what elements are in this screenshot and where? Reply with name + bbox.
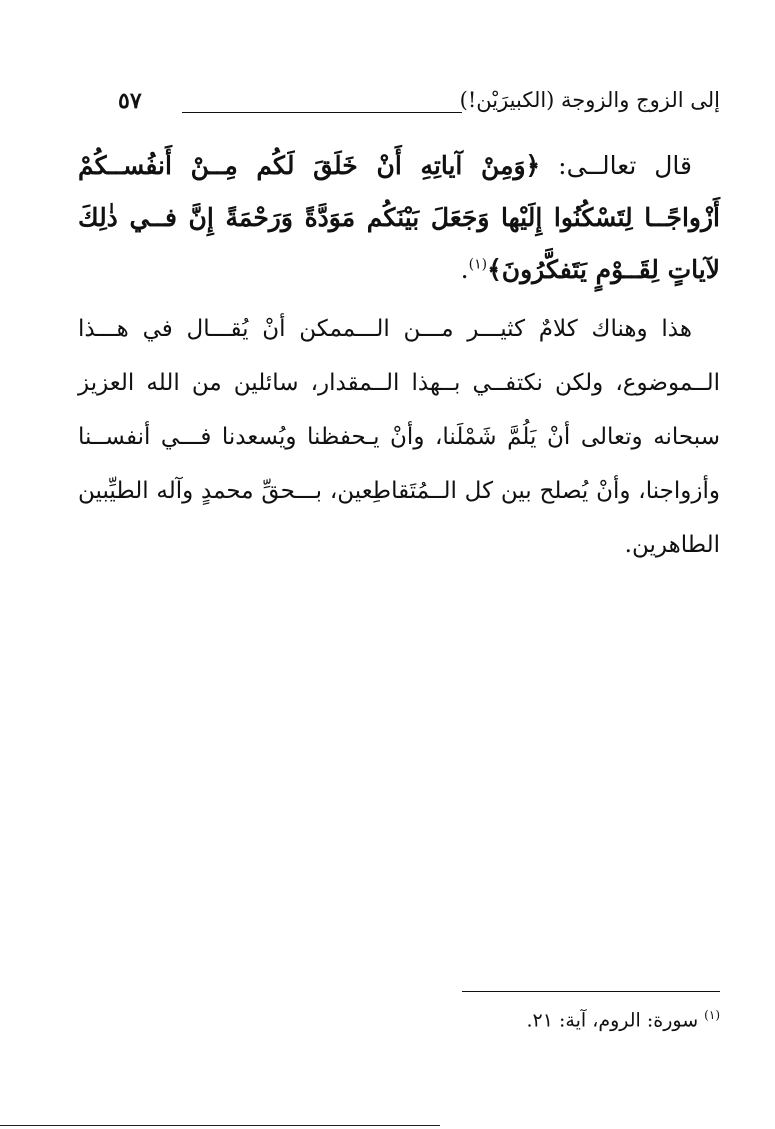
scan-edge-rule <box>0 1125 440 1126</box>
main-paragraph: هذا وهناك كلامٌ كثيـــر مـــن الـــممكن أنْ يُقـــال في هـــذا الــموضوع، ولكن نكتفــي بــهذا الــمقدار، سائلين من الله العزيز سبحانه وتعالى أنْ يَلُمَّ شَمْلَنا، وأنْ يـحفظنا ويُسعدنا فـــي أنفســنا وأزواجنا، وأنْ يُصلح بين كل الــمُتَقاطِعين، بـــحقِّ محمدٍ وآله الطيِّبين الطاهرين. <box>78 316 720 558</box>
footnote <box>527 1008 721 1031</box>
header-rule <box>182 112 462 113</box>
footnote-rule <box>462 991 720 992</box>
quran-paragraph <box>78 140 720 296</box>
body-text <box>78 140 720 572</box>
footnote-marker: (١) <box>704 1008 720 1022</box>
header-title: إلى الزوج والزوجة (الكبيرَيْن!) <box>459 88 720 112</box>
running-header <box>118 88 720 122</box>
quran-intro: قال تعالــى: <box>540 151 692 180</box>
footnote-text: سورة: الروم، آية: ٢١. <box>526 1009 705 1032</box>
verse-end-mark: . <box>460 255 469 284</box>
footnote-reference[interactable]: (١) <box>468 256 488 273</box>
quran-verse: ﴿وَمِنْ آياتِهِ أَنْ خَلَقَ لَكُم مِــنْ أَنفُســكُمْ أَزْواجًــا لِتَسْكُنُوا إِلَيْها وَجَعَلَ بَيْنَكُم مَوَدَّةً وَرَحْمَةً إِنَّ فــي ذٰلِكَ لآياتٍ لِقَــوْمٍ يَتَفكَّرُونَ﴾ <box>78 151 720 284</box>
page-number: ٥٧ <box>118 88 142 114</box>
